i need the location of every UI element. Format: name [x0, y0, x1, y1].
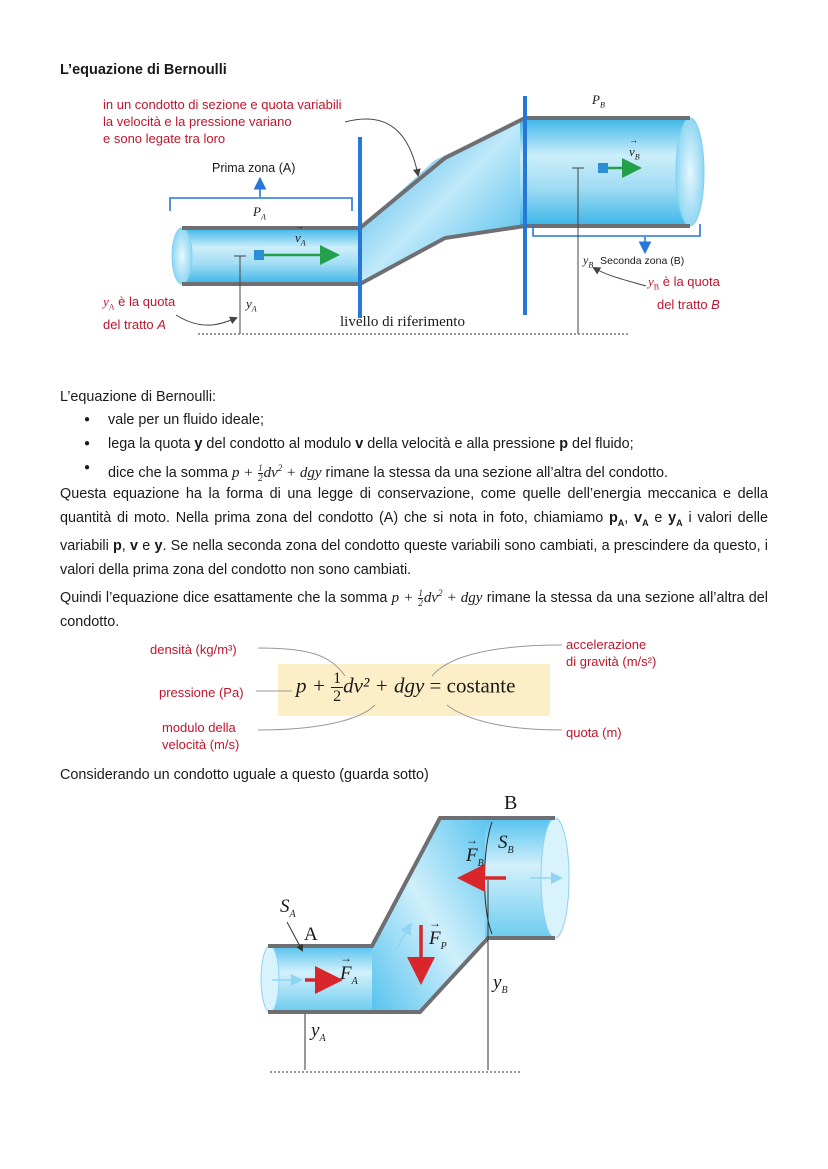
label-force-b: → $F_B$: [466, 833, 484, 869]
label-height: quota (m): [566, 725, 622, 740]
yb-note: $y_B$ è la quota del tratto B: [648, 274, 720, 312]
yb-note-arrow: [594, 268, 646, 286]
ya-note-arrow: [176, 315, 236, 325]
annotation-curve-arrow: [345, 119, 418, 175]
paragraph-summary: Quindi l’equazione dice esattamente che la somma p + $\frac{1}{2}$ $dv^2$ + dgy rimane la stessa da una sezione all’altra del condotto.: [60, 588, 768, 630]
zone-a-label: Prima zona (A): [212, 161, 296, 175]
pressure-b-label: $P_B$: [592, 92, 605, 110]
bernoulli-formula: p + $\frac{1}{2}$ dv² + dgy = costante: [296, 670, 516, 705]
label-height2-a: $y_A$: [311, 1020, 326, 1044]
label-force-p: → $F_P$: [429, 916, 447, 952]
ya-note: $y_A$ è la quota del tratto A: [103, 294, 176, 332]
label-gravity: accelerazione di gravità (m/s²): [566, 637, 657, 669]
pressure-a-label: $P_A$: [253, 204, 266, 222]
considering-line: Considerando un condotto uguale a questo (guarda sotto): [60, 767, 429, 783]
label-density: densità (kg/m³): [150, 642, 237, 657]
velocity-b-label: → $v_B$: [629, 135, 640, 162]
label-pressure: pressione (Pa): [159, 685, 244, 700]
bullet-list: [60, 408, 780, 485]
label-b: B: [504, 792, 518, 814]
zone-b-label: $y_B$ Seconda zona (B): [583, 253, 685, 270]
list-item: ● vale per un fluido ideale;: [60, 408, 780, 432]
page-title: L’equazione di Bernoulli: [60, 62, 227, 78]
pipe-b-opening: [676, 118, 704, 226]
label-section-b: $S_B$: [498, 832, 514, 856]
height-a-label: $y_A$: [246, 296, 257, 314]
label-a: A: [304, 924, 318, 945]
velocity-a-label: → $v_A$: [295, 221, 306, 248]
pipe-annotation: in un condotto di sezione e quota variabili la velocità e la pressione variano e sono legate tra loro: [103, 97, 342, 146]
pipe-slope: [360, 118, 525, 284]
pipe-a-opening: [172, 228, 192, 284]
fluid-particle-b: [598, 163, 608, 173]
intro-line: L’equazione di Bernoulli:: [60, 389, 217, 405]
forces-pipe-diagram: [0, 790, 828, 1090]
connector-speed: [258, 705, 375, 730]
pipe2-lower-opening: [261, 946, 279, 1012]
fluid-particle-a: [254, 250, 264, 260]
connector-height: [447, 705, 562, 730]
list-item: ● dice che la somma p + $\frac{1}{2}$ $dv^2$ + dgy rimane la stessa da una sezione all’altra del condotto.: [60, 456, 780, 485]
inline-formula: p + $\frac{1}{2}$ $dv^2$ + dgy: [231, 463, 322, 484]
reference-level-label: livello di riferimento: [340, 314, 465, 330]
label-force-a: → $F_A$: [340, 951, 358, 987]
label-height2-b: $y_B$: [493, 972, 508, 996]
label-section-a: $S_A$: [280, 896, 296, 920]
list-item: ● lega la quota y del condotto al modulo v della velocità e alla pressione p del fluido;: [60, 432, 780, 456]
label-speed: modulo della velocità (m/s): [162, 720, 240, 752]
paragraph-conservation: Questa equazione ha la forma di una legge di conservazione, come quelle dell’energia meccanica e della quantità di moto. Nella prima zona del condotto (A) che si nota in foto, chiamiamo $p_A$, $v_A$ e $y_A$ i valori delle variabili p, v e y. Se nella seconda zona del condotto queste variabili sono cambiati, a prescindere da questo, i valori della prima zona del condotto non sono cambiati.: [60, 486, 769, 578]
